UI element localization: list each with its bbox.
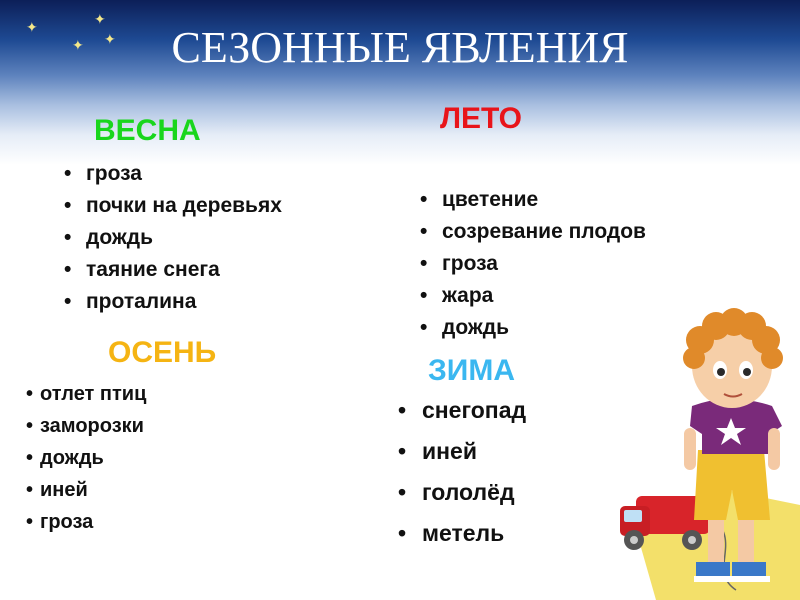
list-item: • цветение [414,184,646,216]
list-item: • гроза [414,248,646,280]
autumn-list [24,378,146,538]
list-item: • гололёд [394,472,526,513]
list-item: • заморозки [24,410,146,442]
star-icon: ✦ [104,31,116,47]
list-item: • отлет птиц [24,378,146,410]
list-item: • проталина [58,286,282,318]
spring-list [58,158,282,318]
winter-list [394,390,526,554]
list-item: • иней [394,431,526,472]
list-item: • гроза [58,158,282,190]
star-icon: ✦ [72,37,84,53]
star-icon: ✦ [94,11,106,27]
list-item: • метель [394,513,526,554]
list-item: • гроза [24,506,146,538]
list-item: • иней [24,474,146,506]
list-item: • дождь [24,442,146,474]
list-item: • дождь [414,312,646,344]
slide-title: СЕЗОННЫЕ ЯВЛЕНИЯ [171,23,629,72]
spring-heading: ВЕСНА [94,114,201,147]
star-icon: ✦ [26,19,38,35]
summer-heading: ЛЕТО [440,102,522,135]
list-item: • дождь [58,222,282,254]
list-item: • жара [414,280,646,312]
list-item: • почки на деревьях [58,190,282,222]
list-item: • таяние снега [58,254,282,286]
boy-illustration [596,300,800,600]
list-item: • снегопад [394,390,526,431]
winter-heading: ЗИМА [428,354,516,387]
autumn-heading: ОСЕНЬ [108,336,217,369]
list-item: • созревание плодов [414,216,646,248]
